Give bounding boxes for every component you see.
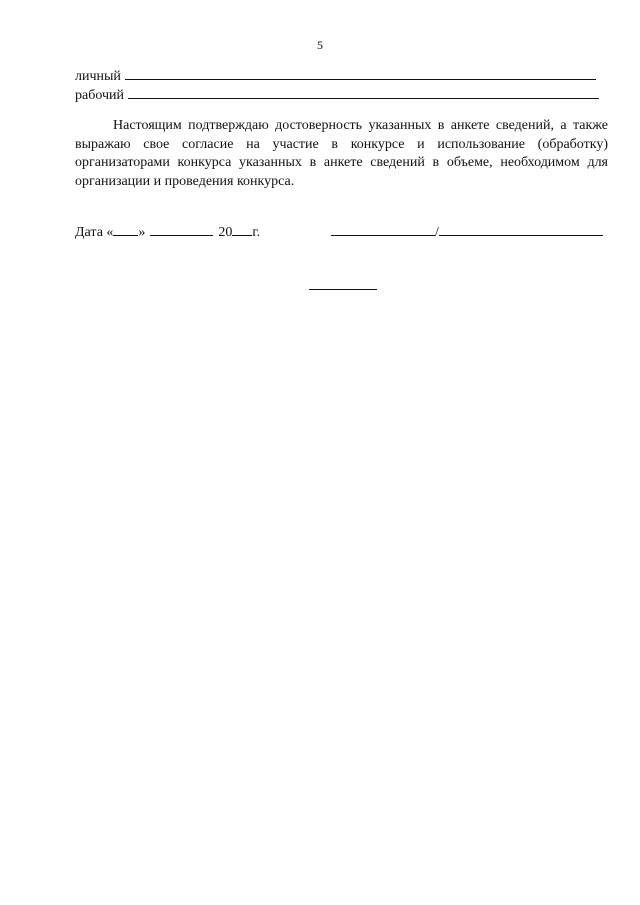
date-day-blank[interactable]: [113, 222, 138, 236]
page-number: 5: [317, 38, 323, 52]
work-phone-line: [75, 85, 599, 105]
end-of-document-rule: [309, 289, 377, 290]
personal-phone-blank[interactable]: [125, 66, 596, 80]
consent-paragraph: Настоящим подтверждаю достоверность указанных в анкете сведений, а также выражаю свое согласие на участие в конкурсе и использование (обработку) организаторами конкурса указанных в анкете сведений в объеме, необходимом для организации и проведения конкурса.: [75, 118, 608, 189]
personal-phone-line: [75, 66, 596, 86]
signature-row: [331, 222, 603, 242]
personal-phone-label: личный: [75, 69, 121, 84]
date-century: 20: [218, 225, 233, 240]
date-label: Дата «: [75, 225, 114, 240]
date-close-quote: »: [138, 225, 146, 240]
signature-blank[interactable]: [331, 222, 435, 236]
work-phone-blank[interactable]: [128, 85, 599, 99]
date-row: [75, 222, 260, 242]
signature-separator: /: [435, 225, 439, 240]
date-year-blank[interactable]: [232, 222, 252, 236]
date-year-suffix: г.: [252, 225, 261, 240]
date-month-blank[interactable]: [150, 222, 213, 236]
signature-name-blank[interactable]: [439, 222, 603, 236]
work-phone-label: рабочий: [75, 88, 124, 103]
